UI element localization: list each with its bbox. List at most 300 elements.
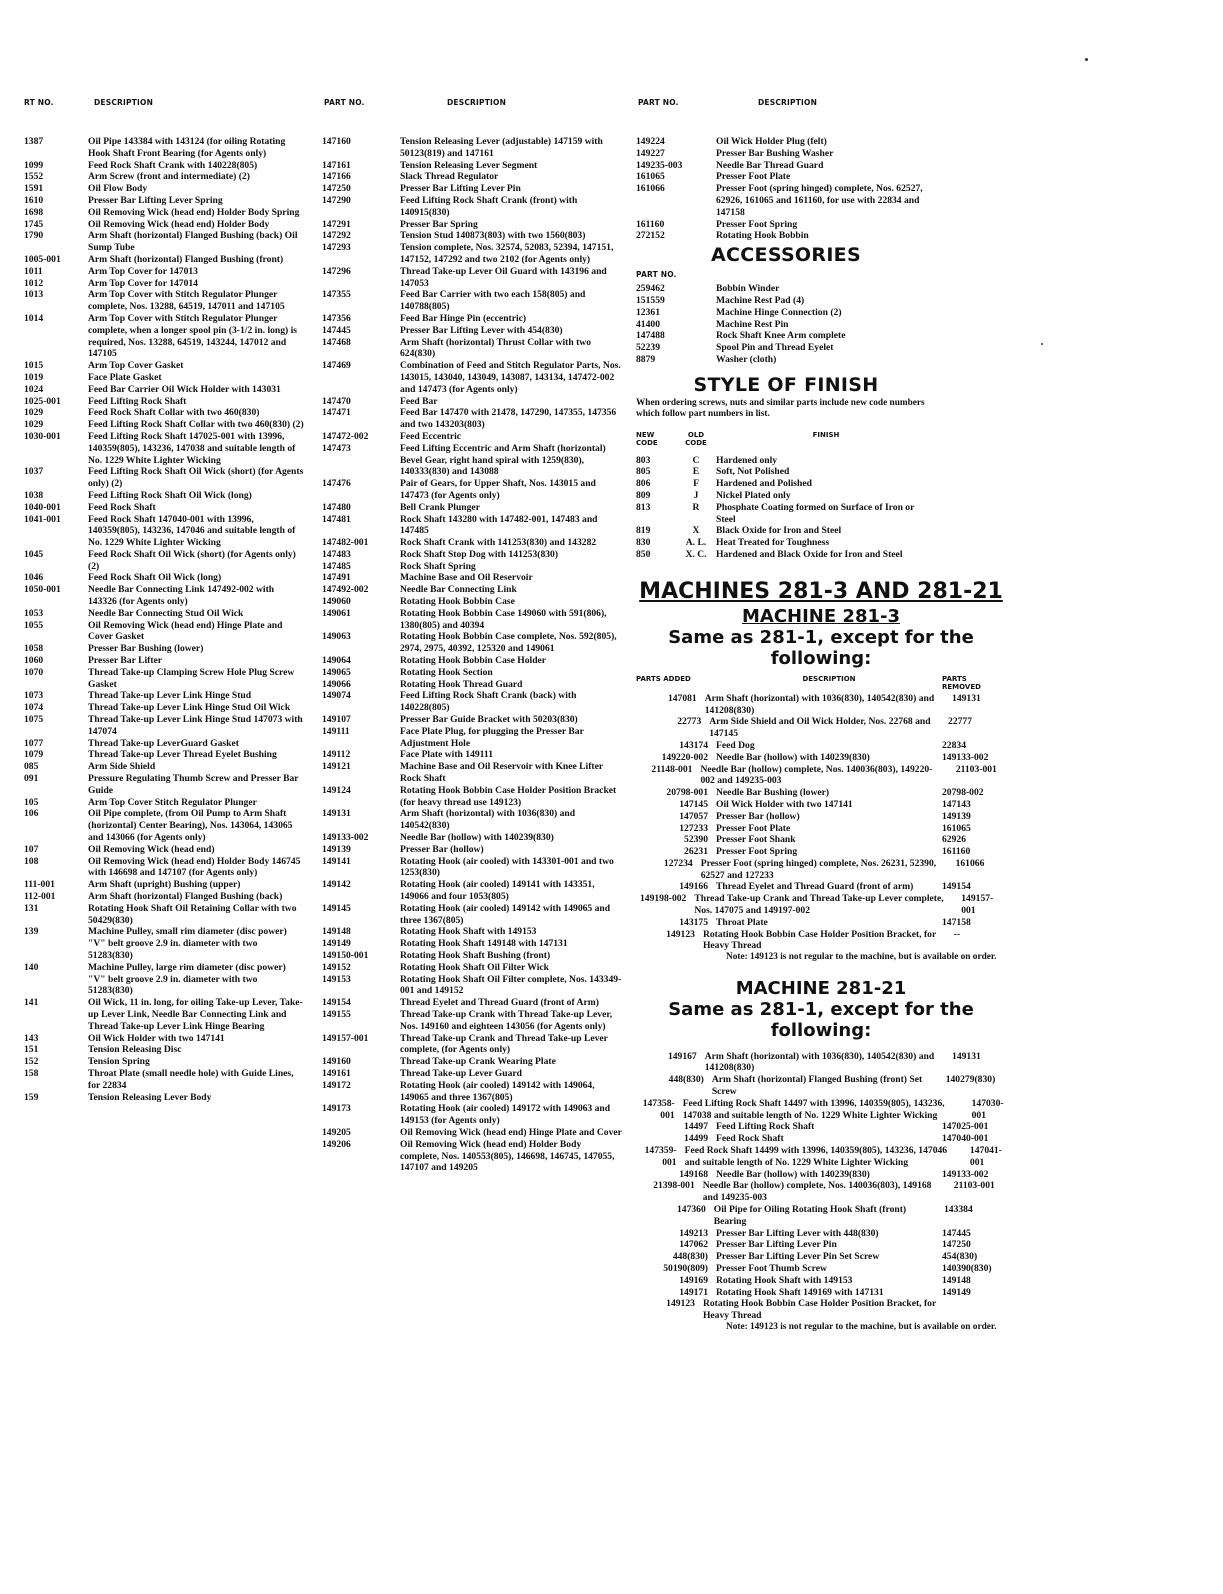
part-description: Pair of Gears, for Upper Shaft, Nos. 143015 and 147473 (for Agents only)	[400, 478, 596, 501]
new-code: 830	[636, 537, 651, 549]
part-description: Needle Bar Bushing (lower)	[716, 787, 830, 799]
part-description: Tension complete, Nos. 32574, 52083, 52394, 147151, 147152, 147292 and two 2102 (for Agents only)	[400, 242, 614, 265]
machine-row	[636, 1298, 1006, 1322]
machine-row	[636, 1263, 1006, 1275]
part-added: 149220-002	[661, 751, 708, 763]
col3-rows	[636, 136, 936, 242]
part-number: 131	[24, 902, 39, 914]
finish-description: Hardened and Polished	[716, 478, 812, 490]
part-description: Throat Plate	[716, 916, 768, 928]
part-description: Rotating Hook Bobbin Case Holder Position Bracket (for heavy thread use 149123)	[400, 784, 617, 808]
list-item	[24, 171, 304, 183]
part-number: 149061	[322, 607, 351, 619]
part-number: 147483	[322, 548, 351, 560]
scan-speck	[1085, 58, 1088, 61]
list-item	[322, 938, 622, 950]
part-added: 147081	[667, 692, 697, 704]
machine-281-21-subtitle: Same as 281-1, except for the following:	[668, 998, 974, 1041]
part-description: Feed Rock Shaft 147040-001 with 13996, 140359(805), 143236, 147046 and suitable length of No. 1229 White Lighter Wicking	[88, 513, 296, 549]
part-number: 1024	[24, 383, 44, 395]
part-added: 149166	[679, 881, 708, 893]
list-item	[322, 478, 622, 502]
part-number: 112-001	[24, 891, 56, 902]
col3-part-header: PART NO.	[638, 98, 679, 107]
part-added: 50190(809)	[663, 1263, 708, 1275]
part-description: Thread Take-up LeverGuard Gasket	[88, 737, 239, 749]
list-item	[322, 832, 622, 844]
part-added: 127233	[679, 822, 708, 834]
part-description: Arm Shaft (horizontal) with 1036(830), 140542(830) and 141208(830)	[704, 1050, 935, 1074]
part-number: 1790	[24, 230, 44, 242]
part-description: Presser Foot Thumb Screw	[716, 1263, 827, 1275]
part-description: Feed Lifting Rock Shaft	[88, 395, 187, 407]
finish-note: When ordering screws, nuts and similar parts include new code numbers which follow part numbers in list.	[636, 397, 925, 420]
part-number: 147481	[322, 513, 351, 525]
part-added: 147145	[679, 798, 708, 810]
list-item	[24, 690, 304, 702]
accessories-title: ACCESSORIES	[711, 244, 861, 267]
part-description: Face Plate with 149111	[400, 749, 493, 761]
list-item	[322, 242, 622, 266]
part-number: 091	[24, 773, 39, 785]
part-number: 149133-002	[322, 832, 369, 844]
part-description: Feed Lifting Rock Shaft 147025-001 with 13996, 140359(805), 143236, 147038 and suitable length of No. 1229 White Lighter Wicking	[88, 430, 296, 466]
part-description: Arm Shaft (horizontal) Flanged Bushing (front) Set Screw	[711, 1074, 923, 1098]
list-item	[322, 974, 622, 998]
part-number: 147469	[322, 360, 351, 372]
list-item	[636, 307, 936, 319]
machine-row	[636, 716, 1006, 740]
machine-row	[636, 1098, 1006, 1122]
part-number: 147472-002	[322, 430, 369, 442]
part-description: Feed Eccentric	[400, 430, 461, 442]
part-number: 149111	[322, 725, 350, 737]
machine-row	[636, 823, 1006, 835]
part-description: Feed Bar Carrier with two each 158(805) and 140788(805)	[400, 289, 586, 313]
list-item	[24, 136, 304, 160]
part-removed: 147040-001	[942, 1133, 989, 1145]
part-number: 1058	[24, 643, 44, 655]
part-number: 147290	[322, 194, 351, 206]
part-removed: --	[953, 928, 961, 940]
part-number: 147473	[322, 442, 351, 454]
part-description: Face Plate Gasket	[88, 371, 162, 383]
list-item	[322, 726, 622, 750]
list-item	[24, 195, 304, 207]
machine-row	[636, 1169, 1006, 1181]
part-description: Oil Wick Holder with two 147141	[88, 1032, 225, 1044]
part-number: 149112	[322, 749, 351, 761]
list-item	[24, 1056, 304, 1068]
machine-row	[636, 811, 1006, 823]
part-number: 1041-001	[24, 513, 61, 525]
part-description: Presser Bar Lifting Lever Spring	[88, 194, 223, 206]
new-code: 803	[636, 454, 651, 466]
finish-description: Hardened and Black Oxide for Iron and Steel	[716, 548, 903, 560]
part-number: 1015	[24, 360, 44, 372]
list-item	[24, 1092, 304, 1104]
part-number: 108	[24, 855, 39, 867]
part-number: 149148	[322, 926, 351, 938]
part-description: Machine Base and Oil Reservoir	[400, 572, 533, 584]
part-number: 147160	[322, 136, 351, 147]
machine-row	[636, 929, 1006, 953]
part-number: 147250	[322, 183, 351, 195]
list-item	[24, 1033, 304, 1045]
part-number: 149149	[322, 938, 351, 950]
part-description: Feed Lifting Rock Shaft 14497 with 13996, 140359(805), 143236, 147038 and suitable length of No. 1229 White Lighter Wicking	[682, 1097, 945, 1121]
part-number: 147355	[322, 289, 351, 301]
list-item	[24, 620, 304, 644]
machine-281-3-note: Note: 149123 is not regular to the machine, but is available on order.	[726, 952, 997, 963]
part-description: Spool Pin and Thread Eyelet	[716, 342, 834, 354]
part-description: Rotating Hook Shaft Oil Filter Wick	[400, 961, 549, 973]
part-description: Rotating Hook (air cooled) 149142 with 149064, 149065 and three 1367(805)	[400, 1079, 595, 1103]
scan-speck	[1041, 343, 1043, 345]
part-removed: 147445	[942, 1227, 971, 1239]
part-description: Tension Releasing Lever Segment	[400, 159, 538, 171]
machine-row	[636, 1251, 1006, 1263]
part-number: 1077	[24, 737, 44, 749]
part-description: Presser Bar Lifting Lever Pin	[716, 1239, 837, 1251]
list-item	[636, 330, 936, 342]
part-number: 149065	[322, 666, 351, 678]
part-description: Feed Lifting Eccentric and Arm Shaft (horizontal) Bevel Gear, right hand spiral with 1259(830), 140333(830) and 143088	[400, 442, 606, 478]
part-description: Presser Foot (spring hinged) complete, Nos. 62527, 62926, 161065 and 161160, for use with 22834 and 147158	[716, 183, 923, 218]
list-item	[24, 926, 304, 961]
part-number: 149153	[322, 973, 351, 985]
part-added: 14497	[684, 1121, 708, 1133]
col3-desc-header: DESCRIPTION	[758, 98, 818, 107]
part-description: Face Plate Plug, for plugging the Presser Bar Adjustment Hole	[400, 725, 584, 749]
part-description: Tension Spring	[88, 1056, 150, 1068]
part-number: 147488	[636, 330, 665, 342]
part-description: Tension Releasing Disc	[88, 1044, 182, 1056]
list-item	[322, 879, 622, 903]
new-code: 806	[636, 478, 651, 490]
part-removed: 143384	[943, 1204, 973, 1216]
finish-header	[636, 431, 936, 447]
finish-row	[636, 490, 936, 502]
part-description: Needle Bar (hollow) complete, Nos. 140036(803), 149220-002 and 149235-003	[700, 763, 933, 787]
part-description: Arm Top Cover with Stitch Regulator Plunger complete, Nos. 13288, 64519, 147011 and 147105	[88, 289, 285, 313]
part-description: Oil Removing Wick (head end) Holder Body 146745 with 146698 and 147107 (for Agents only)	[88, 855, 301, 879]
part-number: 147476	[322, 478, 351, 490]
machine-row	[636, 1145, 1006, 1169]
part-description: Presser Bar Bushing (lower)	[88, 643, 204, 655]
part-added: 143174	[679, 739, 708, 751]
part-description: Feed Lifting Rock Shaft Oil Wick (short) (for Agents only) (2)	[88, 466, 304, 490]
part-removed: 147250	[942, 1239, 971, 1251]
part-description: Thread Take-up Lever Link Hinge Stud Oil Wick	[88, 702, 291, 714]
part-removed: 161066	[955, 857, 985, 869]
machines-title: MACHINES 281-3 AND 281-21	[639, 578, 1003, 604]
finish-description: Hardened only	[716, 454, 778, 466]
part-removed: 149148	[942, 1274, 971, 1286]
part-removed: 149133-002	[942, 1168, 989, 1180]
accessories-part-header: PART NO.	[636, 270, 677, 280]
part-number: 149074	[322, 690, 351, 702]
part-number: 147470	[322, 395, 351, 407]
part-description: Presser Foot Shank	[716, 834, 796, 846]
new-code: 813	[636, 501, 651, 513]
finish-old-code-header: OLD CODE	[685, 430, 707, 447]
list-item	[322, 1103, 622, 1127]
part-description: Feed Rock Shaft	[716, 1133, 784, 1145]
part-number: 1074	[24, 702, 44, 714]
part-number: 149121	[322, 761, 351, 773]
part-number: 149173	[322, 1103, 351, 1115]
machine-281-3-header	[636, 675, 1006, 691]
part-number: 149157-001	[322, 1032, 369, 1044]
list-item	[322, 337, 622, 361]
part-description: Rotating Hook Bobbin Case	[400, 596, 515, 608]
finish-row	[636, 466, 936, 478]
part-description: Rotating Hook Bobbin	[716, 230, 809, 242]
list-item	[24, 266, 304, 278]
part-description: Presser Foot Spring	[716, 846, 798, 858]
list-item	[636, 136, 936, 148]
part-description: Rotating Hook Bobbin Case Holder Position Bracket, for Heavy Thread	[702, 1298, 937, 1322]
part-number: 149206	[322, 1138, 351, 1150]
part-description: Feed Lifting Rock Shaft	[716, 1121, 815, 1133]
part-number: 159	[24, 1091, 39, 1103]
finish-row	[636, 455, 936, 467]
part-description: Throat Plate (small needle hole) with Guide Lines, for 22834	[88, 1067, 294, 1091]
part-description: Presser Bar Spring	[400, 218, 478, 230]
part-description: Arm Shaft (horizontal) Flanged Bushing (back)	[88, 891, 283, 902]
part-number: 149172	[322, 1079, 351, 1091]
part-added: 21398-001	[653, 1180, 695, 1192]
list-item	[322, 667, 622, 679]
list-item	[322, 561, 622, 573]
list-item	[322, 360, 622, 395]
machine-row	[636, 881, 1006, 893]
list-item	[24, 844, 304, 856]
part-description: Oil Pipe for Oiling Rotating Hook Shaft (front) Bearing	[713, 1204, 907, 1227]
part-description: Oil Wick Holder with two 147141	[716, 798, 853, 810]
part-description: Arm Shaft (horizontal) with 1036(830), 140542(830) and 141208(830)	[704, 692, 935, 716]
part-added: 149123	[666, 928, 695, 940]
part-number: 151559	[636, 294, 665, 306]
part-added: 448(830)	[668, 1074, 704, 1086]
list-item	[24, 372, 304, 384]
part-description: Combination of Feed and Stitch Regulator Parts, Nos. 143015, 143040, 143049, 143087, 143134, 147472-002 and 147473 (for Agents only)	[400, 360, 621, 395]
list-item	[322, 325, 622, 337]
part-added: 143175	[679, 916, 708, 928]
part-added: 147359-001	[644, 1145, 677, 1168]
finish-row	[636, 478, 936, 490]
part-description: Feed Lifting Rock Shaft Oil Wick (long)	[88, 489, 252, 501]
part-description: Rotating Hook Shaft Oil Retaining Collar with two 50429(830)	[88, 902, 297, 926]
finish-description: Soft, Not Polished	[716, 466, 790, 478]
list-item	[322, 313, 622, 325]
part-description: Oil Removing Wick (head end) Hinge Plate and Cover	[400, 1126, 622, 1138]
part-number: 1070	[24, 666, 44, 678]
part-removed: 147143	[942, 798, 971, 810]
part-number: 1005-001	[24, 253, 61, 265]
part-number: 147356	[322, 312, 351, 324]
part-description: Feed Lifting Rock Shaft Crank (front) with 140915(830)	[400, 194, 578, 218]
list-item	[24, 549, 304, 573]
part-number: 1038	[24, 489, 44, 501]
list-item	[24, 384, 304, 396]
list-item	[636, 219, 936, 231]
part-removed: 149133-002	[942, 751, 989, 763]
part-number: 147296	[322, 265, 351, 277]
part-number: 1014	[24, 312, 44, 324]
machine-row	[636, 858, 1006, 882]
new-code: 809	[636, 489, 651, 501]
list-item	[322, 396, 622, 408]
part-number: 12361	[636, 306, 660, 318]
list-item	[24, 738, 304, 750]
machine-row	[636, 799, 1006, 811]
list-item	[322, 266, 622, 290]
part-description: Rotating Hook Shaft 149169 with 147131	[716, 1286, 884, 1298]
part-number: 147293	[322, 242, 351, 254]
list-item	[322, 443, 622, 478]
part-number: 1060	[24, 655, 44, 667]
part-description: Rotating Hook (air cooled) 149141 with 143351, 149066 and four 1053(805)	[400, 879, 595, 902]
list-item	[24, 808, 304, 843]
part-removed: 62926	[942, 834, 966, 846]
part-number: 147480	[322, 501, 351, 513]
part-description: Presser Bar Lifting Lever Pin	[400, 183, 521, 195]
part-description: Presser Bar Lifter	[88, 655, 163, 667]
machine-row	[636, 846, 1006, 858]
part-number: 105	[24, 796, 39, 808]
part-removed: 147158	[942, 916, 971, 928]
list-item	[322, 749, 622, 761]
part-number: 085	[24, 761, 39, 773]
part-number: 149066	[322, 678, 351, 690]
finish-row	[636, 502, 936, 526]
part-description: Thread Take-up Crank and Thread Take-up Lever complete, Nos. 147075 and 149197-002	[694, 893, 944, 917]
part-number: 1099	[24, 159, 44, 171]
list-item	[322, 714, 622, 726]
finish-row	[636, 525, 936, 537]
part-description: Rock Shaft Stop Dog with 141253(830)	[400, 548, 559, 560]
part-description: Rotating Hook (air cooled) 149142 with 149065 and three 1367(805)	[400, 902, 611, 926]
part-removed: 147030-001	[971, 1097, 1004, 1121]
part-added: 149168	[679, 1168, 708, 1180]
finish-description: Nickel Plated only	[716, 489, 791, 501]
list-item	[24, 1068, 304, 1092]
part-description: Machine Base and Oil Reservoir with Knee Lifter Rock Shaft	[400, 761, 603, 785]
part-number: 1013	[24, 289, 44, 301]
part-description: Presser Bar Lifting Lever Pin Set Screw	[716, 1251, 880, 1263]
machine-row	[636, 1275, 1006, 1287]
finish-rows	[636, 455, 936, 561]
list-item	[322, 1009, 622, 1033]
part-number: 147166	[322, 171, 351, 183]
list-item	[322, 584, 622, 596]
part-description: Rotating Hook Bobbin Case 149060 with 591(806), 1380(805) and 40394	[400, 607, 607, 631]
part-number: 149150-001	[322, 949, 369, 961]
part-number: 147471	[322, 407, 351, 419]
part-removed: 147025-001	[942, 1121, 989, 1133]
part-number: 152	[24, 1056, 39, 1068]
col1-rows	[24, 136, 304, 1103]
finish-new-code-header: NEW CODE	[636, 430, 658, 447]
list-item	[24, 856, 304, 880]
part-description: Presser Foot Plate	[716, 171, 791, 183]
part-description: Thread Take-up Clamping Screw Hole Plug Screw Gasket	[88, 666, 295, 690]
part-number: 41400	[636, 318, 660, 330]
part-number: 1029	[24, 419, 44, 431]
machine-desc-header: DESCRIPTION	[802, 674, 856, 683]
list-item	[322, 926, 622, 938]
part-number: 149224	[636, 136, 665, 147]
part-description: Arm Shaft (horizontal) Flanged Bushing (front)	[88, 253, 284, 265]
list-item	[636, 160, 936, 172]
machine-row	[636, 693, 1006, 717]
list-item	[636, 354, 936, 366]
machine-row	[636, 917, 1006, 929]
old-code: J	[693, 489, 699, 501]
list-item	[322, 608, 622, 632]
part-description: Oil Removing Wick (head end) Holder Body Spring	[88, 206, 300, 218]
part-number: 139	[24, 926, 39, 938]
part-number: 147445	[322, 324, 351, 336]
part-description: Feed Rock Shaft Collar with two 460(830)	[88, 407, 260, 419]
list-item	[24, 160, 304, 172]
part-description: Thread Take-up Crank and Thread Take-up Lever complete, (for Agents only)	[400, 1032, 608, 1056]
part-description: Oil Wick, 11 in. long, for oiling Take-up Lever, Take-up Lever Link, Needle Bar Connecting Link and Thread Take-up Lever Link Hinge Bearing	[88, 997, 303, 1032]
list-item	[322, 195, 622, 219]
part-description: Needle Bar (hollow) complete, Nos. 140036(803), 149168 and 149235-003	[702, 1180, 932, 1204]
list-item	[24, 514, 304, 549]
part-number: 147291	[322, 218, 351, 230]
list-item	[24, 572, 304, 584]
finish-description: Black Oxide for Iron and Steel	[716, 525, 842, 537]
part-description: Presser Bar Lifting Lever with 454(830)	[400, 324, 563, 336]
part-description: Tension Releasing Lever Body	[88, 1091, 212, 1103]
part-description: Thread Eyelet and Thread Guard (front of arm)	[716, 881, 914, 893]
part-removed: 22777	[948, 716, 972, 728]
part-number: 147491	[322, 572, 351, 584]
part-removed: 140390(830)	[942, 1263, 992, 1275]
machine-row	[636, 1051, 1006, 1075]
list-item	[322, 1033, 622, 1057]
list-item	[322, 502, 622, 514]
finish-row	[636, 549, 936, 561]
list-item	[322, 844, 622, 856]
part-number: 259462	[636, 283, 665, 295]
part-number: 149160	[322, 1056, 351, 1068]
part-added: 147360	[676, 1204, 706, 1216]
list-item	[24, 219, 304, 231]
part-description: Presser Foot Plate	[716, 822, 791, 834]
part-description: Machine Rest Pad (4)	[716, 294, 805, 306]
part-number: 151	[24, 1044, 39, 1056]
list-item	[322, 1056, 622, 1068]
part-description: Arm Top Cover for 147014	[88, 277, 198, 289]
list-item	[24, 643, 304, 655]
part-description: Presser Bar Lifting Lever with 448(830)	[716, 1227, 879, 1239]
list-item	[322, 537, 622, 549]
list-item	[24, 903, 304, 927]
part-number: 1019	[24, 371, 44, 383]
list-item	[322, 183, 622, 195]
list-item	[322, 631, 622, 655]
machine-row	[636, 787, 1006, 799]
part-number: 1591	[24, 183, 44, 195]
part-description: Oil Removing Wick (head end) Hinge Plate and Cover Gasket	[88, 619, 283, 643]
part-number: 161160	[636, 218, 665, 230]
part-description: Thread Take-up Crank with Thread Take-up Lever, Nos. 149160 and eighteen 143056 (for Agents only)	[400, 1008, 613, 1032]
